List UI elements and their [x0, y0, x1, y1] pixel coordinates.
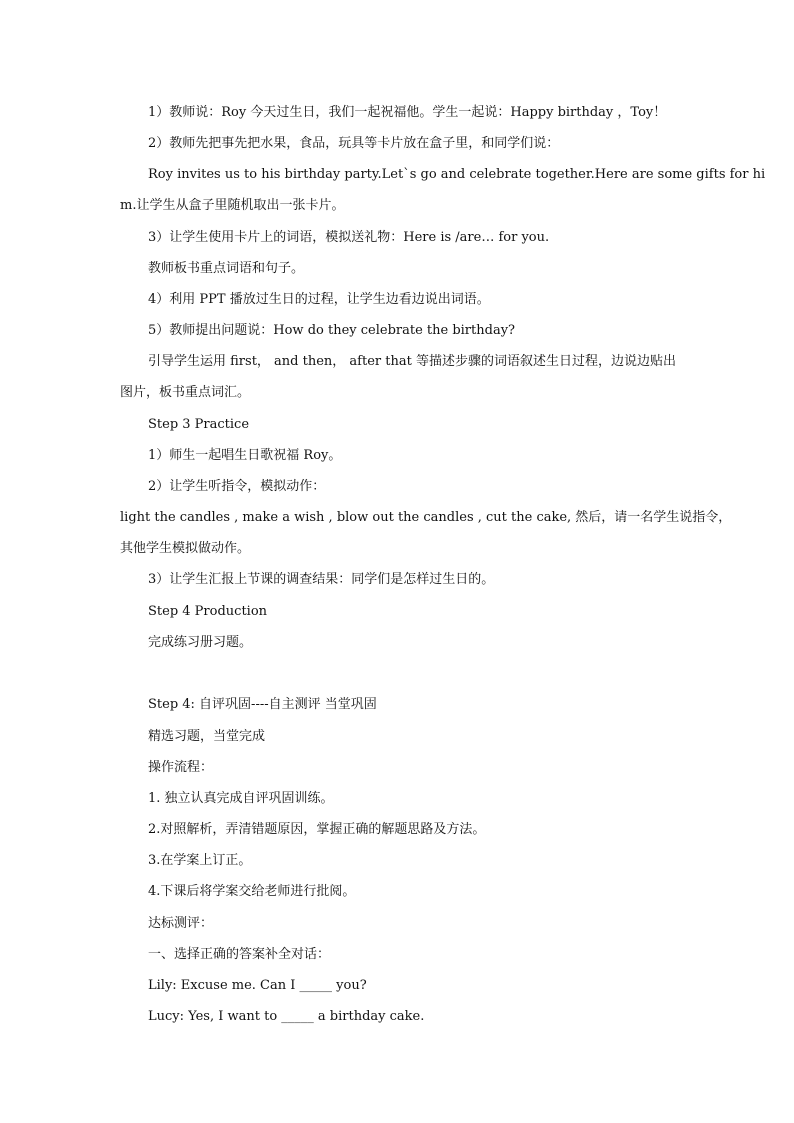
- dialogue-line: Lucy: Yes, I want to _____ a birthday cake.: [148, 1009, 425, 1024]
- text-line: 2）教师先把事先把水果，食品，玩具等卡片放在盒子里，和同学们说：: [148, 136, 560, 151]
- text-line: 操作流程：: [148, 760, 214, 775]
- list-item: 1. 独立认真完成自评巩固训练。: [148, 791, 334, 806]
- text-line: 精选习题，当堂完成: [148, 729, 266, 744]
- text-line: 一、选择正确的答案补全对话：: [148, 947, 331, 962]
- text-line: 1）教师说：Roy 今天过生日，我们一起祝福他。学生一起说：Happy birthday ，Toy！: [148, 105, 667, 120]
- section-heading: Step 4 Production: [148, 604, 268, 619]
- text-line: 5）教师提出问题说：How do they celebrate the birthday?: [148, 323, 516, 338]
- section-heading: Step 3 Practice: [148, 417, 250, 432]
- text-line: light the candles , make a wish , blow out the candles , cut the cake, 然后，请一名学生说指令，: [120, 510, 732, 525]
- text-line: Roy invites us to his birthday party.Let`s go and celebrate together.Here are some gifts for hi: [148, 167, 766, 182]
- text-line: 4）利用 PPT 播放过生日的过程，让学生边看边说出词语。: [148, 292, 490, 307]
- text-line: 完成练习册习题。: [148, 635, 253, 650]
- text-line: 3）让学生汇报上节课的调查结果：同学们是怎样过生日的。: [148, 572, 495, 587]
- text-line: 2）让学生听指令，模拟动作：: [148, 479, 326, 494]
- dialogue-line: Lily: Excuse me. Can I _____ you?: [148, 978, 367, 993]
- text-line: 引导学生运用 first， and then， after that 等描述步骤的词语叙述生日过程，边说边贴出: [148, 354, 676, 369]
- list-item: 4.下课后将学案交给老师进行批阅。: [148, 884, 356, 899]
- text-line: 图片，板书重点词汇。: [120, 385, 251, 400]
- text-line: 达标测评：: [148, 916, 214, 931]
- section-heading: Step 4: 自评巩固----自主测评 当堂巩固: [148, 697, 377, 712]
- list-item: 2.对照解析，弄清错题原因，掌握正确的解题思路及方法。: [148, 822, 486, 837]
- list-item: 3.在学案上订正。: [148, 853, 252, 868]
- text-line: 教师板书重点词语和句子。: [148, 261, 305, 276]
- text-line: m.让学生从盒子里随机取出一张卡片。: [120, 198, 345, 213]
- text-line: 3）让学生使用卡片上的词语，模拟送礼物：Here is /are… for you.: [148, 230, 550, 245]
- text-line: 其他学生模拟做动作。: [120, 541, 251, 556]
- text-line: 1）师生一起唱生日歌祝福 Roy。: [148, 448, 342, 463]
